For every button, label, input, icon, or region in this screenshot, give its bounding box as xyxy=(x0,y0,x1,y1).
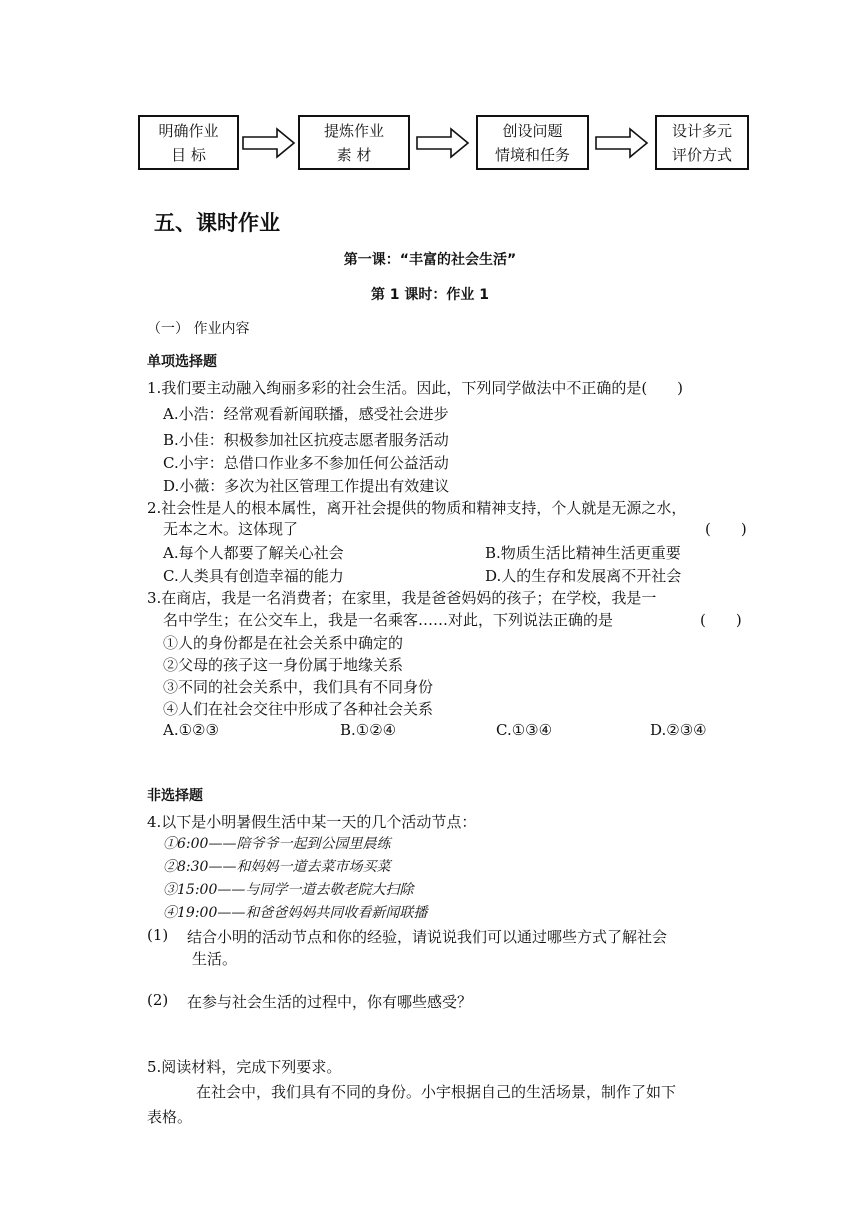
flow-box-2 xyxy=(298,115,410,170)
q4-item-2: ②8:30——和妈妈一道去菜市场买菜 xyxy=(163,859,391,875)
q4-item-4: ④19:00——和爸爸妈妈共同收看新闻联播 xyxy=(163,905,428,921)
q3-option-a: A.①②③ xyxy=(163,721,219,739)
flow-box-4-line1: 设计多元 xyxy=(671,121,732,140)
lesson-title: 第一课：“丰富的社会生活” xyxy=(343,252,517,268)
q4-sub1-line2: 生活。 xyxy=(192,950,238,968)
flow-box-3-line1: 创设问题 xyxy=(502,121,563,140)
q4-sub2-number: (2) xyxy=(147,991,169,1009)
q4-item-3: ③15:00——与同学一道去敬老院大扫除 xyxy=(163,882,414,898)
choice-heading: 单项选择题 xyxy=(147,354,217,370)
q3-item-1: ①人的身份都是在社会关系中确定的 xyxy=(163,634,404,652)
section-title: 五、课时作业 xyxy=(154,211,280,235)
q5-paragraph-line1: 在社会中，我们具有不同的身份。小宇根据自己的生活场景，制作了如下 xyxy=(196,1083,677,1101)
part1-title: （一） 作业内容 xyxy=(147,321,250,337)
flow-box-2-line1: 提炼作业 xyxy=(323,121,384,140)
flow-box-1-line1: 明确作业 xyxy=(158,121,219,140)
q3-item-2: ②父母的孩子这一身份属于地缘关系 xyxy=(163,656,404,674)
q3-item-3: ③不同的社会关系中，我们具有不同身份 xyxy=(163,678,434,696)
q5-stem: 5.阅读材料，完成下列要求。 xyxy=(147,1058,342,1076)
q4-sub2-text: 在参与社会生活的过程中，你有哪些感受？ xyxy=(187,993,473,1011)
nonchoice-heading: 非选择题 xyxy=(147,788,203,804)
q4-stem: 4.以下是小明暑假生活中某一天的几个活动节点： xyxy=(147,813,477,831)
q5-paragraph-line2: 表格。 xyxy=(147,1108,193,1126)
flow-box-3-line2: 情境和任务 xyxy=(494,145,570,164)
flow-box-3 xyxy=(476,115,589,170)
flow-box-2-line2: 素 材 xyxy=(336,145,372,164)
flow-arrow-2-icon xyxy=(415,126,471,160)
flow-box-1-line2: 目 标 xyxy=(171,145,206,164)
q3-item-4: ④人们在社会交往中形成了各种社会关系 xyxy=(163,700,434,718)
q1-stem: 1.我们要主动融入绚丽多彩的社会生活。因此，下列同学做法中不正确的是( ) xyxy=(147,379,684,397)
q2-answer-paren: ( ) xyxy=(705,520,747,538)
q2-option-b: B.物质生活比精神生活更重要 xyxy=(485,544,681,562)
q3-option-c: C.①③④ xyxy=(496,721,553,739)
q4-item-1: ①6:00——陪爷爷一起到公园里晨练 xyxy=(163,836,391,852)
flow-box-1 xyxy=(138,115,239,170)
flow-box-4 xyxy=(655,115,749,170)
q3-answer-paren: ( ) xyxy=(700,611,742,629)
q2-option-d: D.人的生存和发展离不开社会 xyxy=(485,567,682,585)
q2-option-a: A.每个人都要了解关心社会 xyxy=(163,544,344,562)
q2-stem-line2: 无本之木。这体现了 xyxy=(163,520,299,538)
q4-sub1-number: (1) xyxy=(147,926,169,944)
q2-option-c: C.人类具有创造幸福的能力 xyxy=(163,567,344,585)
flow-arrow-3-icon xyxy=(594,126,650,160)
q2-stem-line1: 2.社会性是人的根本属性，离开社会提供的物质和精神支持，个人就是无源之水， xyxy=(147,499,687,517)
q4-sub1-line1: 结合小明的活动节点和你的经验，请说说我们可以通过哪些方式了解社会 xyxy=(187,928,668,946)
q3-stem-line2: 名中学生；在公交车上，我是一名乘客……对此，下列说法正确的是 xyxy=(163,611,614,629)
flow-arrow-1-icon xyxy=(241,126,297,160)
q3-option-b: B.①②④ xyxy=(340,721,397,739)
period-title: 第 1 课时：作业 1 xyxy=(370,287,490,303)
q3-option-d: D.②③④ xyxy=(650,721,707,739)
q1-option-d: D.小薇：多次为社区管理工作提出有效建议 xyxy=(163,477,450,495)
flow-box-4-line2: 评价方式 xyxy=(671,145,732,164)
q1-option-c: C.小宇：总借口作业多不参加任何公益活动 xyxy=(163,454,449,472)
q3-stem-line1: 3.在商店，我是一名消费者；在家里，我是爸爸妈妈的孩子；在学校，我是一 xyxy=(147,589,657,607)
q1-option-a: A.小浩：经常观看新闻联播，感受社会进步 xyxy=(163,405,449,423)
q1-option-b: B.小佳：积极参加社区抗疫志愿者服务活动 xyxy=(163,431,449,449)
